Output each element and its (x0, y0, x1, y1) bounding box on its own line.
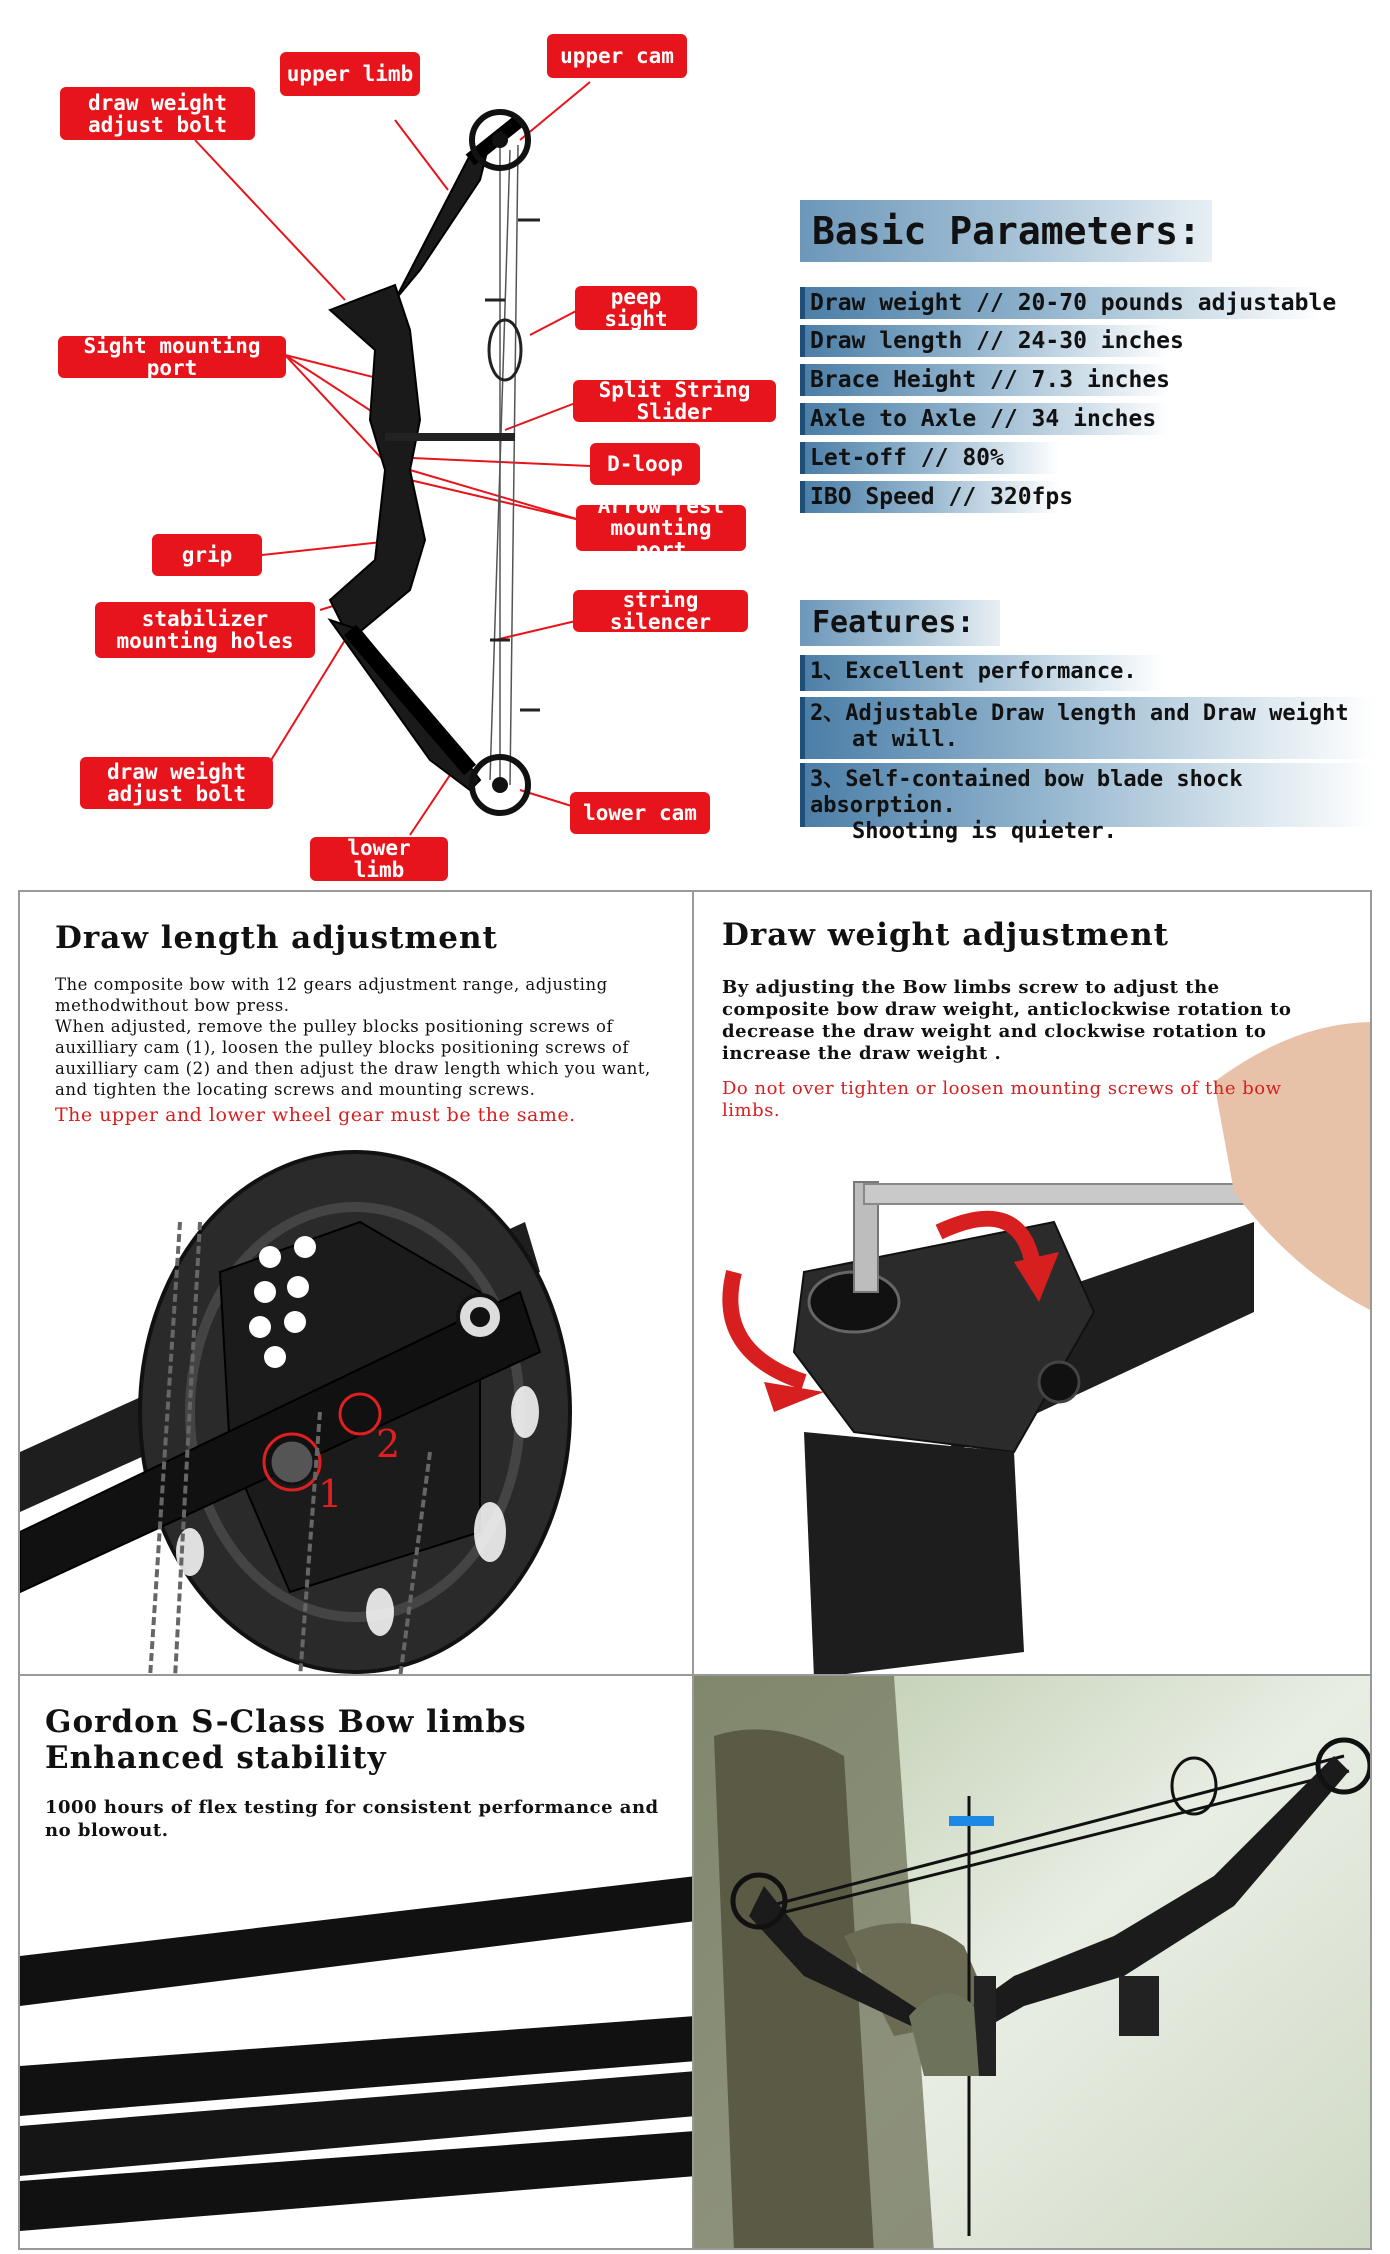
d-loop-label: D-loop (590, 443, 700, 485)
features-title: Features: (800, 600, 1000, 646)
param-let-off: Let-off // 80% (800, 442, 1060, 474)
grip-label: grip (152, 534, 262, 576)
draw-weight-body: By adjusting the Bow limbs screw to adjust the composite bow draw weight, anticlockwise rotation to decrease the draw weight and clockwise rotation to increase the draw weight . (722, 977, 1292, 1064)
param-draw-weight: Draw weight // 20-70 pounds adjustable (800, 287, 1320, 319)
draw-weight-warning: Do not over tighten or loosen mounting screws of the bow limbs. (722, 1078, 1282, 1121)
draw-weight-title: Draw weight adjustment (722, 917, 1169, 953)
limbs-title: Gordon S-Class Bow limbs Enhanced stability (45, 1704, 527, 1776)
feature-2-line1: 2、Adjustable Draw length and Draw weight (810, 701, 1349, 726)
lower-cam-label: lower cam (570, 792, 710, 834)
draw-weight-bolt-top-label: draw weight adjust bolt (60, 87, 255, 140)
feature-2 (800, 697, 1375, 759)
peep-sight-label: peep sight (575, 286, 697, 330)
feature-3-line1: 3、Self-contained bow blade shock absorption. (810, 767, 1243, 818)
upper-limb-label: upper limb (280, 52, 420, 96)
marker-1: 1 (318, 1472, 343, 1516)
feature-2-line2: at will. (852, 727, 958, 752)
lower-limb-label: lower limb (310, 837, 448, 881)
basic-parameters-title: Basic Parameters: (800, 200, 1212, 262)
archer-photo-panel (692, 1674, 1372, 2250)
draw-length-panel (18, 890, 694, 1676)
limbs-panel (18, 1674, 694, 2250)
param-draw-length: Draw length // 24-30 inches (800, 325, 1170, 357)
draw-length-body: The composite bow with 12 gears adjustment range, adjusting methodwithout bow press. When adjusted, remove the pulley blocks positioning screws of auxilliary cam (1), loosen the pulley blocks positioning screws of auxilliary cam (2) and then adjust the draw length which you want, and tighten the locating screws and mounting screws. (55, 975, 651, 1099)
param-brace-height: Brace Height // 7.3 inches (800, 364, 1170, 396)
string-silencer-label: string silencer (573, 590, 748, 632)
draw-weight-panel (692, 890, 1372, 1676)
limbs-body: 1000 hours of flex testing for consistent performance and no blowout. (45, 1797, 659, 1841)
archer-photo (694, 1676, 1372, 2250)
param-axle-to-axle: Axle to Axle // 34 inches (800, 403, 1170, 435)
param-ibo-speed: IBO Speed // 320fps (800, 481, 1060, 513)
split-string-slider-label: Split String Slider (573, 380, 776, 422)
feature-1 (800, 655, 1165, 691)
arrow-rest-mounting-port-label: Arrow rest mounting port (576, 505, 746, 551)
feature-1-line1: 1、Excellent performance. (810, 659, 1137, 684)
feature-3 (800, 763, 1375, 844)
feature-3-line2: Shooting is quieter. (852, 819, 1117, 844)
marker-2: 2 (376, 1422, 401, 1466)
draw-length-title: Draw length adjustment (55, 920, 498, 956)
draw-length-warning: The upper and lower wheel gear must be the same. (55, 1104, 576, 1126)
sight-mounting-port-label: Sight mounting port (58, 336, 286, 378)
upper-cam-label: upper cam (547, 34, 687, 78)
draw-weight-bolt-bottom-label: draw weight adjust bolt (80, 757, 273, 809)
stabilizer-mounting-holes-label: stabilizer mounting holes (95, 602, 315, 658)
